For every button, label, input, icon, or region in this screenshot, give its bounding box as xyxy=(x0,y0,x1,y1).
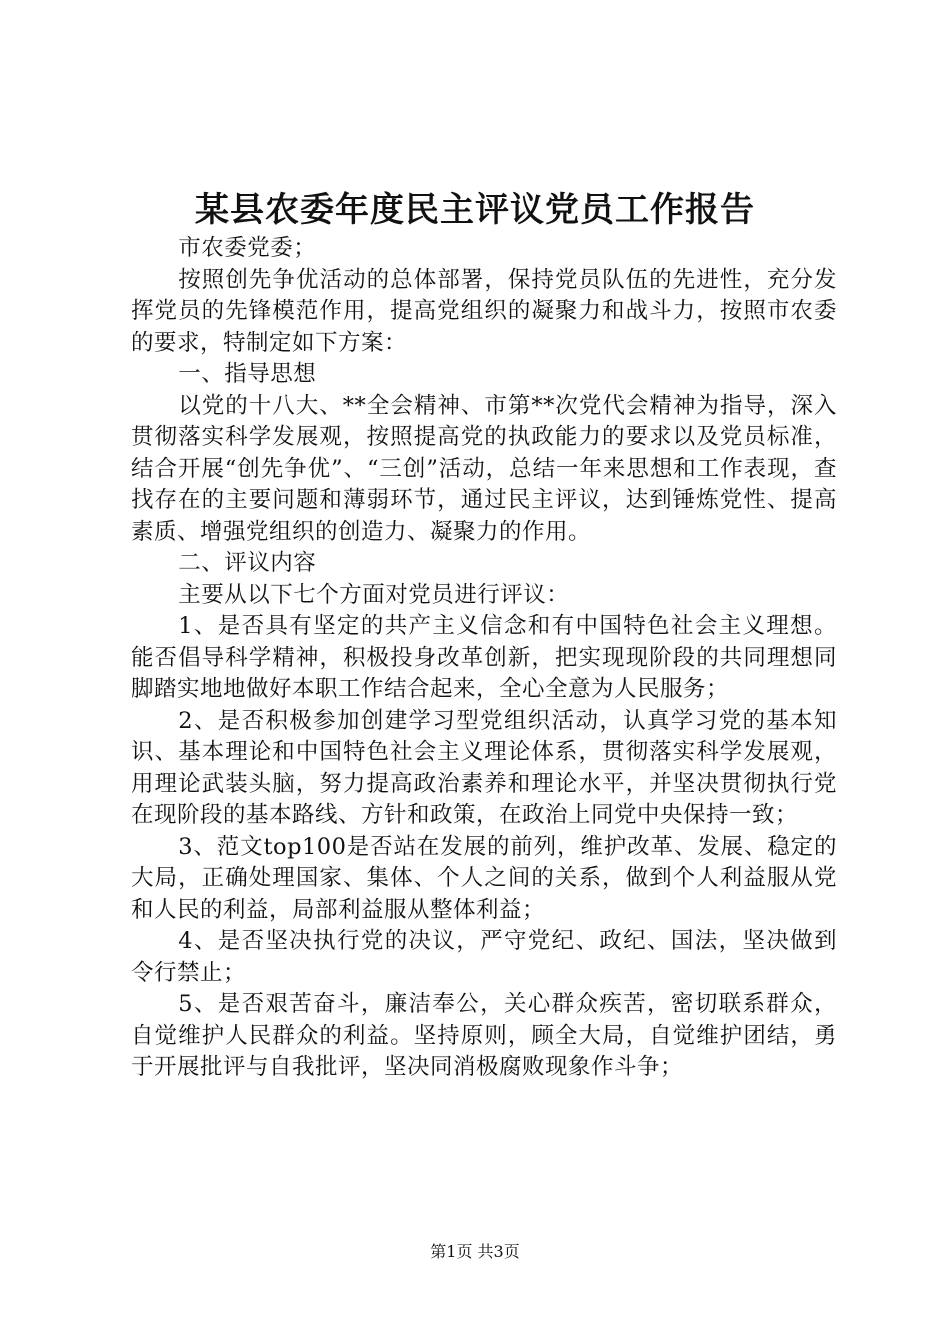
evaluation-item-1: 1、是否具有坚定的共产主义信念和有中国特色社会主义理想。能否倡导科学精神，积极投身改革创新，把实现现阶段的共同理想同脚踏实地地做好本职工作结合起来，全心全意为人民服务； xyxy=(131,613,837,702)
intro-paragraph: 按照创先争优活动的总体部署，保持党员队伍的先进性，充分发挥党员的先锋模范作用，提高党组织的凝聚力和战斗力，按照市农委的要求，特制定如下方案： xyxy=(131,266,837,356)
document-title: 某县农委年度民主评议党员工作报告 xyxy=(195,190,755,230)
evaluation-item-4: 4、是否坚决执行党的决议，严守党纪、政纪、国法，坚决做到令行禁止； xyxy=(131,928,837,986)
salutation-paragraph: 市农委党委； xyxy=(178,235,317,261)
evaluation-item-5: 5、是否艰苦奋斗，廉洁奉公，关心群众疾苦，密切联系群众，自觉维护人民群众的利益。坚持原则，顾全大局，自觉维护团结，勇于开展批评与自我批评，坚决同消极腐败现象作斗争； xyxy=(131,991,837,1080)
evaluation-item-2: 2、是否积极参加创建学习型党组织活动，认真学习党的基本知识、基本理论和中国特色社会主义理论体系，贯彻落实科学发展观，用理论武装头脑，努力提高政治素养和理论水平，并坚决贯彻执行党在现阶段的基本路线、方针和政策，在政治上同党中央保持一致； xyxy=(131,707,837,828)
section-heading-evaluation-content: 二、评议内容 xyxy=(178,550,317,576)
document-body xyxy=(131,233,837,1084)
page-number-footer: 第1页 共3页 xyxy=(430,1242,520,1261)
evaluation-intro-paragraph: 主要从以下七个方面对党员进行评议： xyxy=(178,581,570,608)
evaluation-item-3: 3、范文top100是否站在发展的前列，维护改革、发展、稳定的大局，正确处理国家、集体、个人之间的关系，做到个人利益服从党和人民的利益，局部利益服从整体利益； xyxy=(131,833,837,923)
guiding-thought-paragraph: 以党的十八大、**全会精神、市第**次党代会精神为指导，深入贯彻落实科学发展观，按照提高党的执政能力的要求以及党员标准，结合开展“创先争优”、“三创”活动，总结一年来思想和工作表现，查找存在的主要问题和薄弱环节，通过民主评议，达到锤炼党性、提高素质、增强党组织的创造力、凝聚力的作用。 xyxy=(131,392,837,545)
section-heading-guiding-thought: 一、指导思想 xyxy=(178,361,317,387)
